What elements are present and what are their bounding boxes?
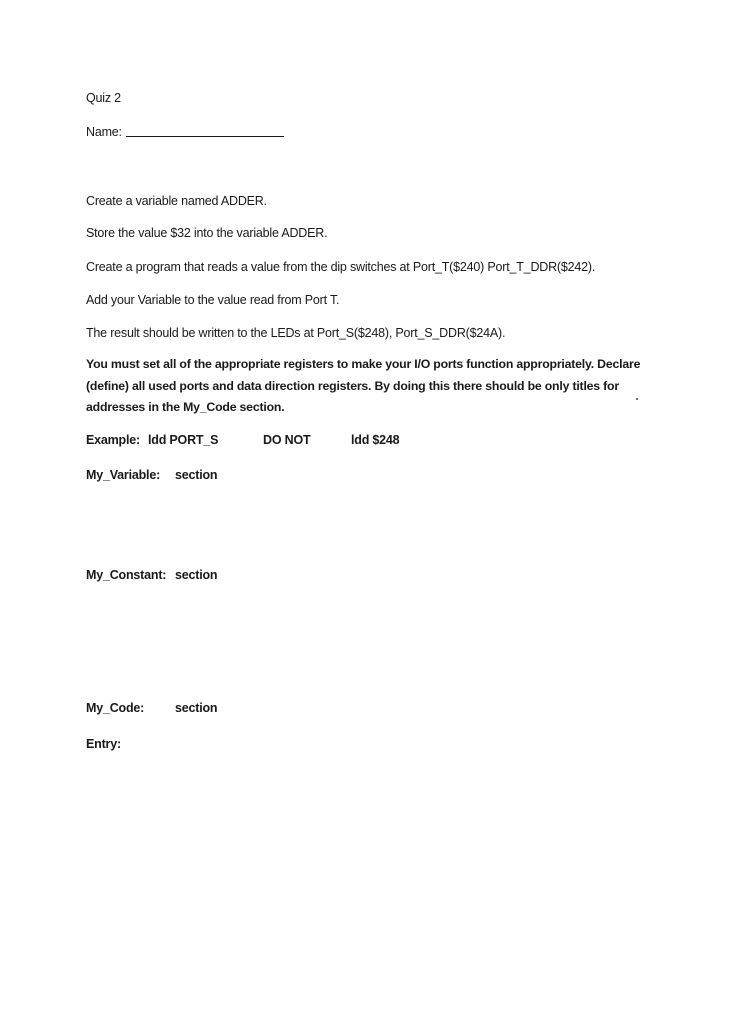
example-correct-code: ldd PORT_S [148,433,219,447]
constant-section-keyword: section [175,568,218,582]
code-section-keyword: section [175,701,218,715]
instruction-add-variable: Add your Variable to the value read from Port T. [86,293,340,307]
code-section-label: My_Code: [86,701,145,715]
stray-mark [636,398,638,400]
example-incorrect-code: ldd $248 [351,433,400,447]
variable-section-label: My_Variable: [86,468,161,482]
example-do-not: DO NOT [263,433,311,447]
entry-label: Entry: [86,737,121,751]
paragraph-line-3: addresses in the My_Code section. [86,400,285,414]
variable-section-keyword: section [175,468,218,482]
name-label: Name: [86,125,122,139]
instruction-store-value: Store the value $32 into the variable ADDER. [86,226,328,240]
paragraph-line-1: You must set all of the appropriate registers to make your I/O ports function appropriately. Declare [86,357,641,371]
constant-section-label: My_Constant: [86,568,167,582]
name-blank-line [126,136,284,137]
instruction-create-variable: Create a variable named ADDER. [86,194,267,208]
instruction-write-leds: The result should be written to the LEDs at Port_S($248), Port_S_DDR($24A). [86,326,506,340]
quiz-title: Quiz 2 [86,91,121,105]
example-label: Example: [86,433,140,447]
instruction-read-port-t: Create a program that reads a value from the dip switches at Port_T($240) Port_T_DDR($242). [86,260,596,274]
paragraph-line-2: (define) all used ports and data direction registers. By doing this there should be only titles for [86,379,619,393]
